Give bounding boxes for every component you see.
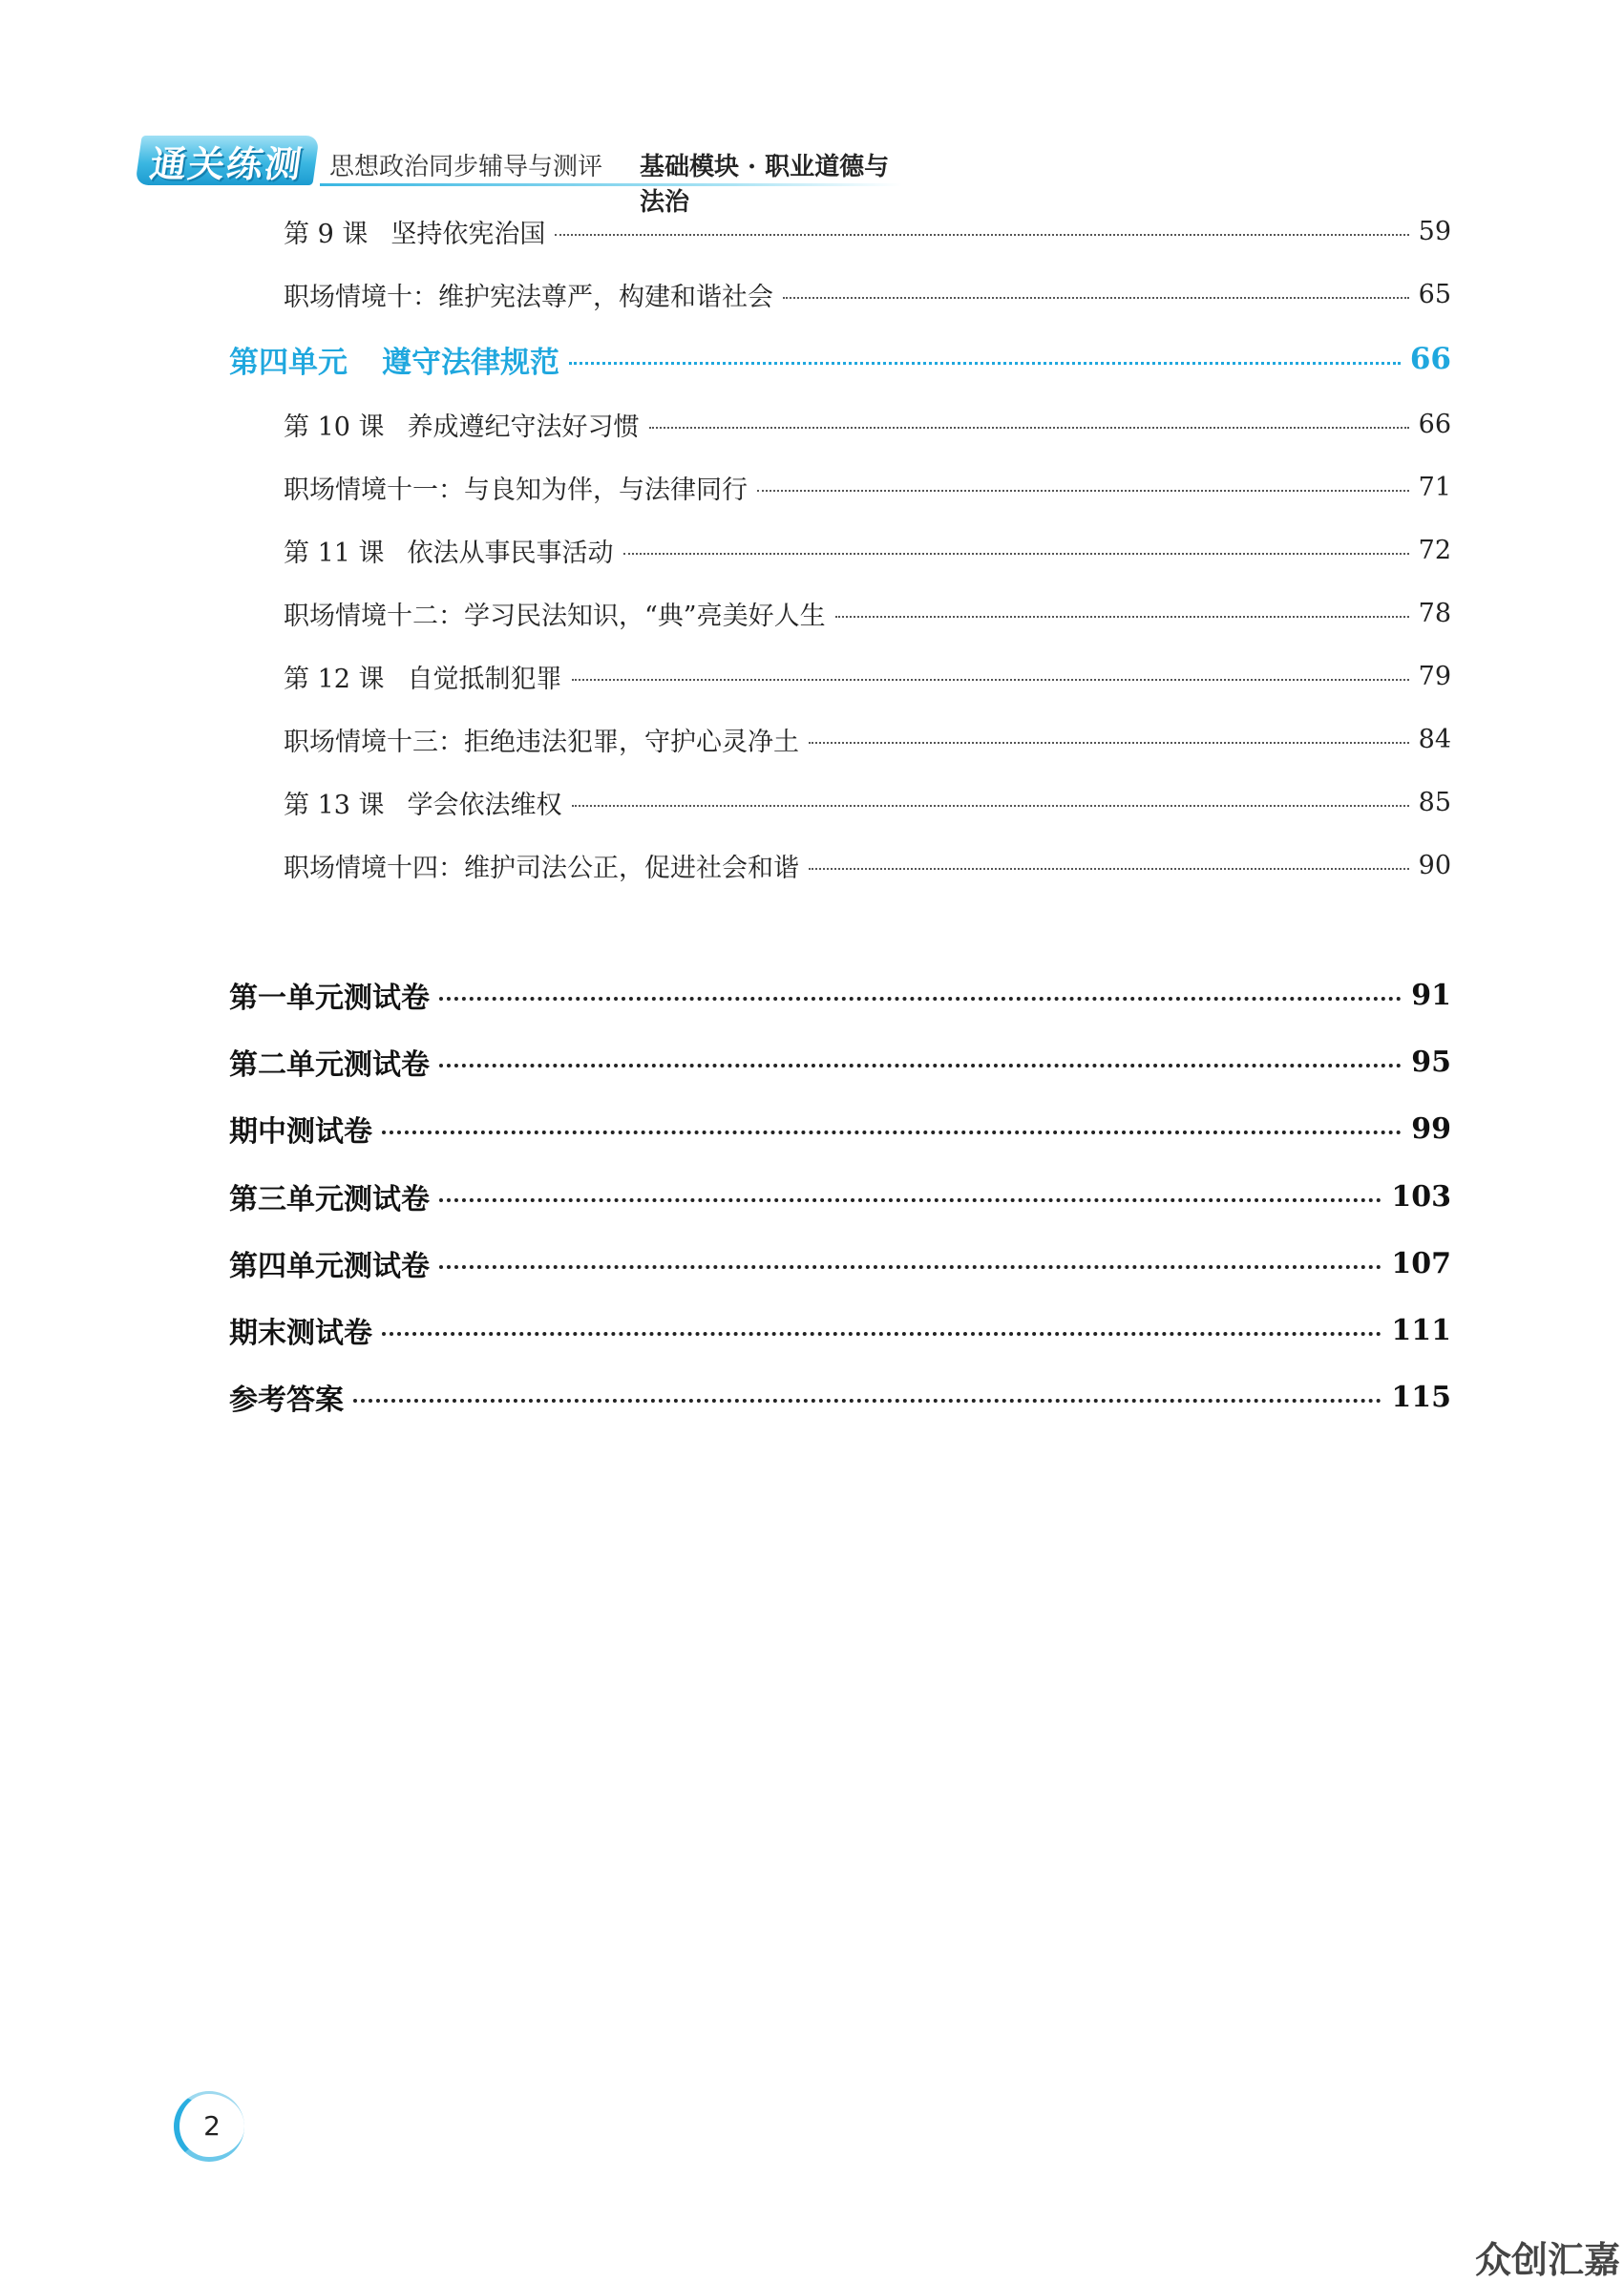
dot-leader [382,1131,1402,1134]
toc-page-number: 115 [1391,1380,1451,1414]
toc-test-label: 第一单元测试卷 [229,982,430,1015]
toc-test-label: 参考答案 [229,1384,344,1417]
toc-entry-label: 职场情境十二：学习民法知识，“典”亮美好人生 [284,601,826,631]
brand-logo: 通关练测 [135,136,319,185]
toc-unit-label: 第四单元 遵守法律规范 [229,345,559,380]
watermark-text: 众创汇嘉 [1475,2239,1621,2281]
dot-leader [623,553,1409,555]
toc-page-number: 66 [1418,409,1451,439]
toc-test-label: 第三单元测试卷 [229,1183,430,1216]
toc-entry-label: 第 12 课 自觉抵制犯罪 [284,664,562,694]
toc-page-number: 65 [1418,279,1451,309]
page-number: 2 [174,2091,244,2162]
toc-entry-label: 第 9 课 坚持依宪治国 [284,219,546,249]
toc-page-number: 103 [1391,1179,1451,1214]
toc-entry-lesson-13[interactable] [284,783,1451,821]
toc-page-number: 99 [1411,1111,1451,1146]
toc-page-number: 72 [1418,535,1451,565]
toc-entry-lesson-10[interactable] [284,405,1451,443]
toc-page-number: 59 [1418,216,1451,246]
toc-entry-label: 职场情境十一：与良知为伴，与法律同行 [284,475,748,505]
toc-entry-test-unit-4[interactable] [229,1244,1451,1282]
toc-entry-label: 第 10 课 养成遵纪守法好习惯 [284,412,640,442]
toc-entry-answers[interactable] [229,1378,1451,1416]
toc-page-number: 66 [1409,342,1451,376]
toc-entry-lesson-12[interactable] [284,657,1451,695]
dot-leader [757,490,1409,492]
toc-entry-label: 第 13 课 学会依法维权 [284,790,562,820]
toc-page-number: 84 [1418,724,1451,754]
toc-entry-label: 第 11 课 依法从事民事活动 [284,538,614,568]
dot-leader [353,1399,1381,1403]
book-title: 思想政治同步辅导与测评 [329,153,603,181]
toc-entry-scenario-12[interactable] [284,594,1451,632]
dot-leader [439,1198,1381,1202]
dot-leader [569,362,1401,365]
toc-entry-lesson-9[interactable] [284,212,1451,250]
dot-leader [439,1064,1402,1068]
toc-entry-scenario-13[interactable] [284,720,1451,758]
dot-leader [835,616,1409,618]
toc-entry-unit-4[interactable] [229,340,1451,378]
toc-page-number: 107 [1391,1246,1451,1280]
toc-page-number: 95 [1411,1045,1451,1079]
toc-test-label: 期末测试卷 [229,1317,372,1350]
dot-leader [555,234,1408,236]
toc-test-label: 第四单元测试卷 [229,1250,430,1283]
toc-entry-label: 职场情境十四：维护司法公正，促进社会和谐 [284,853,799,883]
toc-entry-scenario-11[interactable] [284,468,1451,506]
toc-entry-scenario-10[interactable] [284,275,1451,313]
toc-page-number: 90 [1418,850,1451,880]
book-subtitle: 基础模块 · 职业道德与法治 [640,153,890,217]
header-rule [320,183,902,186]
toc-page-number: 79 [1418,661,1451,691]
toc-entry-lesson-11[interactable] [284,531,1451,569]
dot-leader [572,805,1409,807]
toc-entry-test-midterm[interactable] [229,1110,1451,1148]
toc-entry-label: 职场情境十三：拒绝违法犯罪，守护心灵净土 [284,727,799,757]
toc-entry-test-unit-2[interactable] [229,1043,1451,1081]
dot-leader [649,427,1409,429]
toc-page-number: 85 [1418,787,1451,817]
toc-page-number: 91 [1411,978,1451,1012]
page-header [138,132,902,217]
toc-page-number: 71 [1418,472,1451,502]
dot-leader [439,997,1402,1001]
toc-page-number: 78 [1418,598,1451,628]
toc-entry-test-unit-1[interactable] [229,976,1451,1014]
dot-leader [809,868,1409,870]
toc-entry-scenario-14[interactable] [284,846,1451,884]
toc-entry-test-unit-3[interactable] [229,1177,1451,1215]
toc-page-number: 111 [1391,1313,1451,1347]
toc-test-label: 第二单元测试卷 [229,1048,430,1082]
toc-test-label: 期中测试卷 [229,1115,372,1149]
dot-leader [783,297,1409,299]
dot-leader [572,679,1409,681]
toc-entry-label: 职场情境十：维护宪法尊严，构建和谐社会 [284,282,773,312]
dot-leader [439,1265,1381,1269]
dot-leader [382,1332,1381,1336]
dot-leader [809,742,1409,744]
toc-entry-test-final[interactable] [229,1311,1451,1349]
